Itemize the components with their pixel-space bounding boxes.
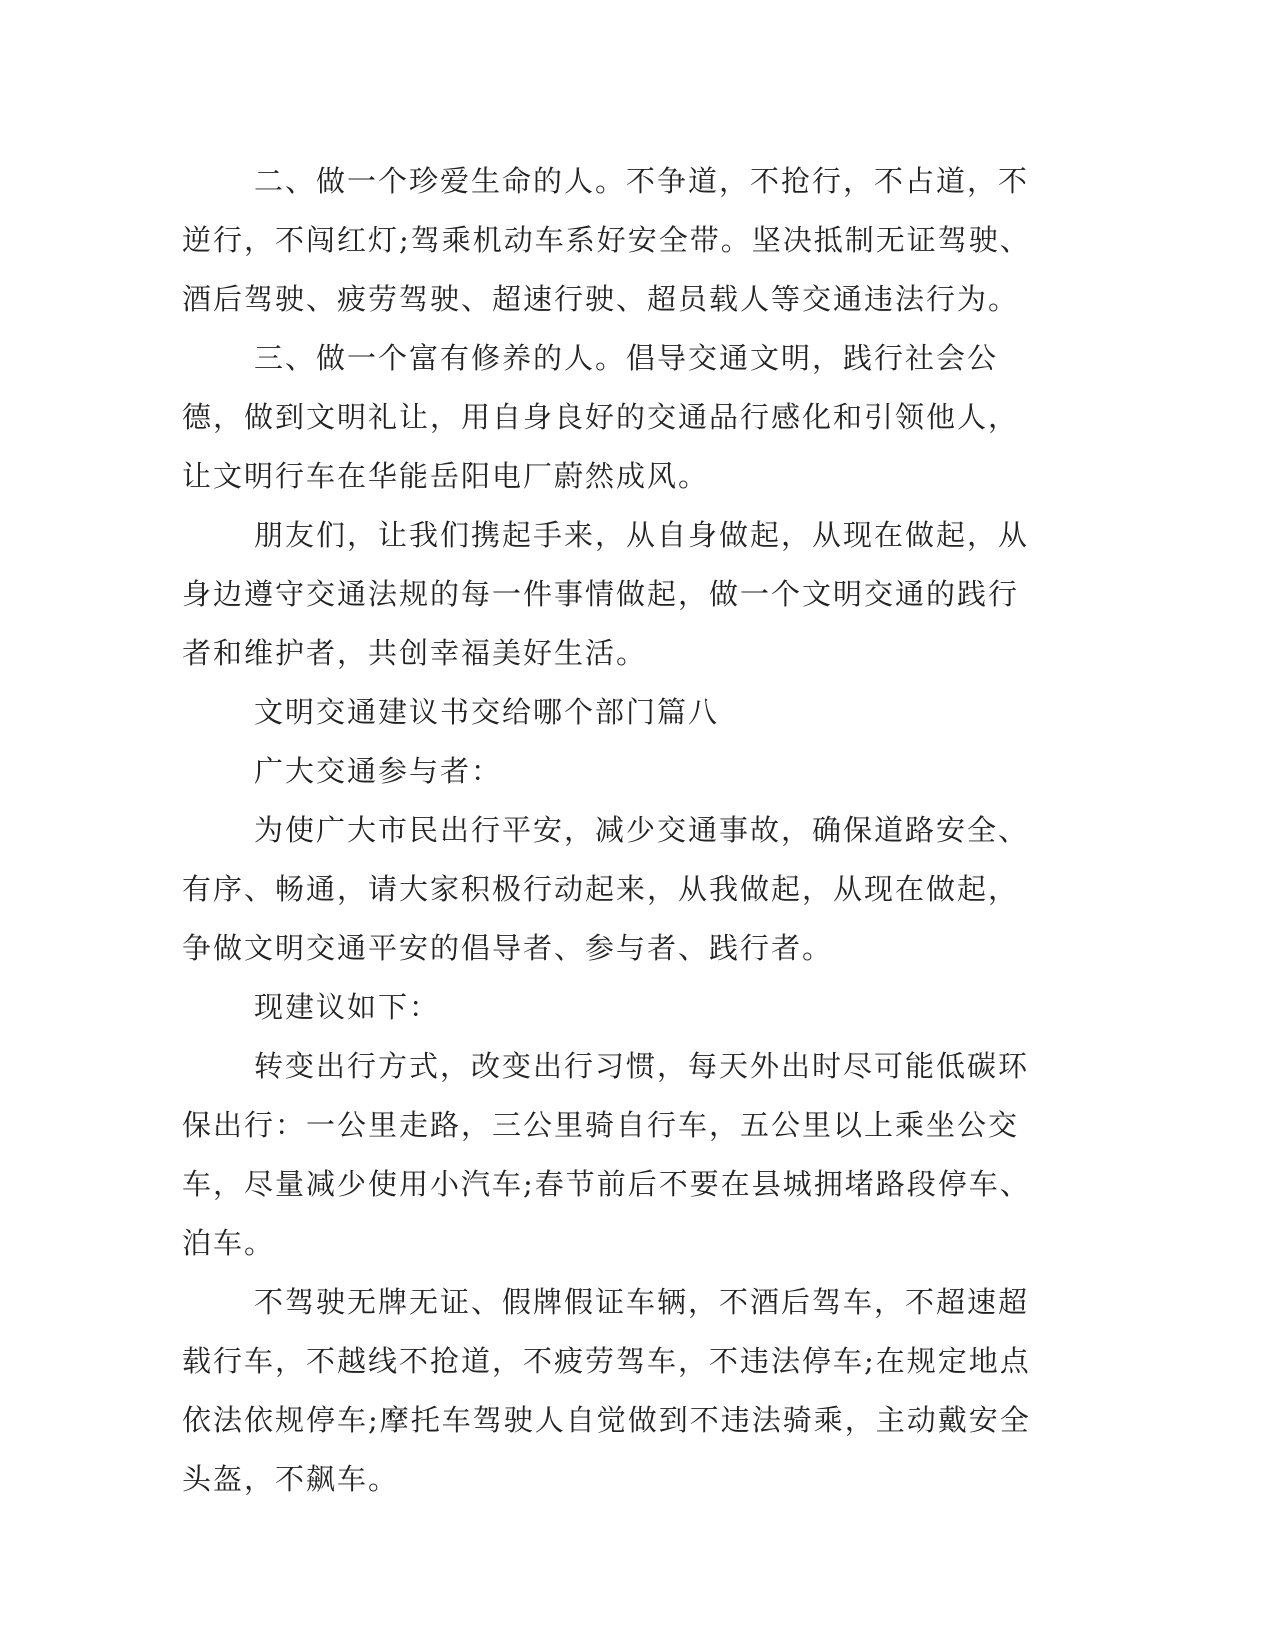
paragraph-suggestions-lead: 现建议如下： bbox=[254, 990, 441, 1024]
section-heading: 文明交通建议书交给哪个部门篇八 bbox=[254, 695, 720, 729]
paragraph-closing-call: 朋友们，让我们携起手来，从自身做起，从现在做起，从身边遵守交通法规的每一件事情做起，做一个文明交通的践行者和维护者，共创幸福美好生活。 bbox=[182, 518, 1030, 670]
paragraph-travel-mode: 转变出行方式，改变出行习惯，每天外出时尽可能低碳环保出行：一公里走路，三公里骑自行车，五公里以上乘坐公交车，尽量减少使用小汽车;春节前后不要在县城拥堵路段停车、泊车。 bbox=[182, 1049, 1031, 1260]
document-body bbox=[182, 152, 1032, 1509]
salutation: 广大交通参与者： bbox=[254, 754, 503, 788]
paragraph-driving-rules: 不驾驶无牌无证、假牌假证车辆，不酒后驾车，不超速超载行车，不越线不抢道，不疲劳驾车，不违法停车;在规定地点依法依规停车;摩托车驾驶人自觉做到不违法骑乘，主动戴安全头盔，不飙车。 bbox=[182, 1285, 1031, 1496]
paragraph-rule-three: 三、做一个富有修养的人。倡导交通文明，践行社会公德，做到文明礼让，用自身良好的交通品行感化和引领他人，让文明行车在华能岳阳电厂蔚然成风。 bbox=[182, 341, 1020, 493]
paragraph-rule-two: 二、做一个珍爱生命的人。不争道，不抢行，不占道，不逆行，不闯红灯;驾乘机动车系好安全带。坚决抵制无证驾驶、酒后驾驶、疲劳驾驶、超速行驶、超员载人等交通违法行为。 bbox=[182, 164, 1031, 316]
paragraph-intro: 为使广大市民出行平安，减少交通事故，确保道路安全、有序、畅通，请大家积极行动起来，从我做起，从现在做起，争做文明交通平安的倡导者、参与者、践行者。 bbox=[182, 813, 1030, 965]
